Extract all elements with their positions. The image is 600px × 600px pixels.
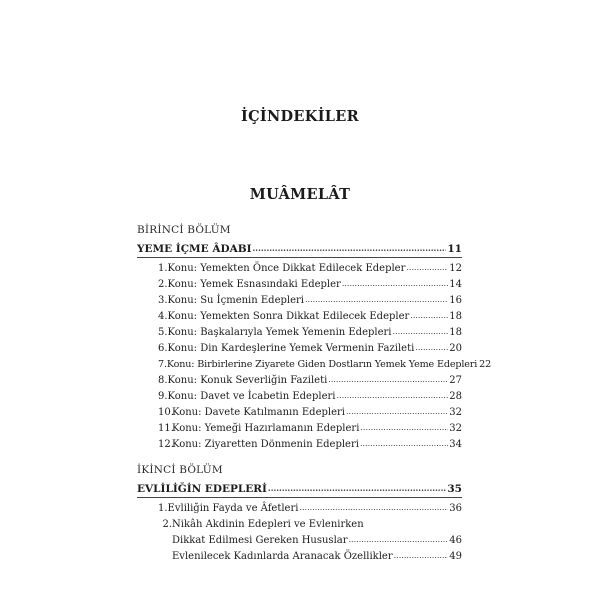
part-label: BİRİNCİ BÖLÜM xyxy=(137,224,231,236)
dot-leader xyxy=(336,390,448,402)
heading-underline xyxy=(137,497,462,498)
entry-number: 1. xyxy=(158,503,168,514)
toc-entry[interactable] xyxy=(158,295,462,307)
entry-title: Dikkat Edilmesi Gereken Hususlar xyxy=(172,535,348,546)
entry-number: 11. xyxy=(158,423,174,434)
toc-entry-continuation[interactable] xyxy=(172,551,462,563)
page-number: 11 xyxy=(447,243,462,255)
entry-number: 4. xyxy=(158,311,168,322)
entry-title: Evliliğin Fayda ve Âfetleri xyxy=(167,503,299,514)
dot-leader xyxy=(406,262,448,274)
page-number: 49 xyxy=(449,551,462,562)
toc-entry[interactable] xyxy=(158,375,462,387)
entry-title: Konu: Birbirlerine Ziyarete Giden Dostların Yemek Yeme Edepleri xyxy=(166,359,478,370)
page-number: 34 xyxy=(449,439,462,450)
toc-heading-title: YEME İÇME ÂDABI xyxy=(137,243,252,255)
dot-leader xyxy=(305,294,448,306)
dot-leader xyxy=(346,406,448,418)
page-number: 18 xyxy=(449,327,462,338)
entry-number: 7. xyxy=(158,359,167,370)
entry-title: Konu: Konuk Severliğin Fazileti xyxy=(167,375,328,386)
toc-entry-continuation[interactable] xyxy=(172,535,462,547)
dot-leader xyxy=(342,278,448,290)
entry-number: 3. xyxy=(158,295,168,306)
dot-leader xyxy=(268,482,446,494)
dot-leader xyxy=(360,438,448,450)
page-number: 18 xyxy=(449,311,462,322)
toc-entry[interactable] xyxy=(158,343,462,355)
part-label: İKİNCİ BÖLÜM xyxy=(137,464,223,476)
toc-entry[interactable] xyxy=(158,327,462,339)
page-number: 28 xyxy=(449,391,462,402)
dot-leader xyxy=(410,310,448,322)
entry-number: 6. xyxy=(158,343,168,354)
toc-entry[interactable] xyxy=(158,359,492,371)
entry-title: Konu: Davet ve İcabetin Edepleri xyxy=(167,391,336,402)
section-title: MUÂMELÂT xyxy=(249,186,351,203)
entry-number: 1. xyxy=(158,263,168,274)
toc-entry[interactable] xyxy=(158,311,462,323)
toc-entry[interactable] xyxy=(158,279,462,291)
toc-entry[interactable] xyxy=(158,439,462,451)
dot-leader xyxy=(415,342,448,354)
dot-leader xyxy=(393,326,449,338)
dot-leader xyxy=(299,502,448,514)
page-number: 16 xyxy=(449,295,462,306)
page-number: 32 xyxy=(449,423,462,434)
entry-title: Nikâh Akdinin Edepleri ve Evlenirken xyxy=(172,519,364,530)
entry-number: 2. xyxy=(158,279,168,290)
page-number: 46 xyxy=(449,535,462,546)
entry-title: Konu: Davete Katılmanın Edepleri xyxy=(172,407,345,418)
page-number: 32 xyxy=(449,407,462,418)
toc-entry[interactable] xyxy=(158,407,462,419)
page-number: 35 xyxy=(447,483,462,495)
dot-leader xyxy=(253,242,447,254)
page-number: 20 xyxy=(449,343,462,354)
entry-title: Konu: Başkalarıyla Yemek Yemenin Edepleri xyxy=(167,327,392,338)
toc-heading-row[interactable] xyxy=(137,243,462,255)
entry-title: Konu: Ziyaretten Dönmenin Edepleri xyxy=(172,439,359,450)
page-number: 27 xyxy=(449,375,462,386)
toc-heading-title: EVLİLİĞİN EDEPLERİ xyxy=(137,483,267,495)
toc-heading-row[interactable] xyxy=(137,483,462,495)
entry-title: Evlenilecek Kadınlarda Aranacak Özellikler xyxy=(172,551,393,562)
entry-title: Konu: Yemekten Önce Dikkat Edilecek Edepler xyxy=(167,263,406,274)
entry-number: 2. xyxy=(162,519,172,530)
entry-title: Konu: Yemekten Sonra Dikkat Edilecek Edepler xyxy=(167,311,410,322)
entry-title: Konu: Su İçmenin Edepleri xyxy=(167,295,304,306)
entry-title: Konu: Din Kardeşlerine Yemek Vermenin Fazileti xyxy=(167,343,415,354)
entry-number: 5. xyxy=(158,327,168,338)
heading-underline xyxy=(137,257,462,258)
toc-entry[interactable] xyxy=(158,519,462,531)
toc-entry[interactable] xyxy=(158,391,462,403)
page-number: 12 xyxy=(449,263,462,274)
dot-leader xyxy=(328,374,448,386)
dot-leader xyxy=(349,534,449,546)
entry-number: 8. xyxy=(158,375,168,386)
toc-entry[interactable] xyxy=(158,423,462,435)
page-number: 36 xyxy=(449,503,462,514)
dot-leader xyxy=(360,422,448,434)
toc-entry[interactable] xyxy=(158,503,462,515)
page-number: 22 xyxy=(479,359,492,370)
toc-title: İÇİNDEKİLER xyxy=(241,108,359,125)
entry-number: 10. xyxy=(158,407,174,418)
page-number: 14 xyxy=(449,279,462,290)
dot-leader xyxy=(394,550,449,562)
entry-title: Konu: Yemek Esnasındaki Edepler xyxy=(167,279,341,290)
toc-entry[interactable] xyxy=(158,263,462,275)
entry-title: Konu: Yemeği Hazırlamanın Edepleri xyxy=(172,423,360,434)
entry-number: 9. xyxy=(158,391,168,402)
entry-number: 12. xyxy=(158,439,174,450)
